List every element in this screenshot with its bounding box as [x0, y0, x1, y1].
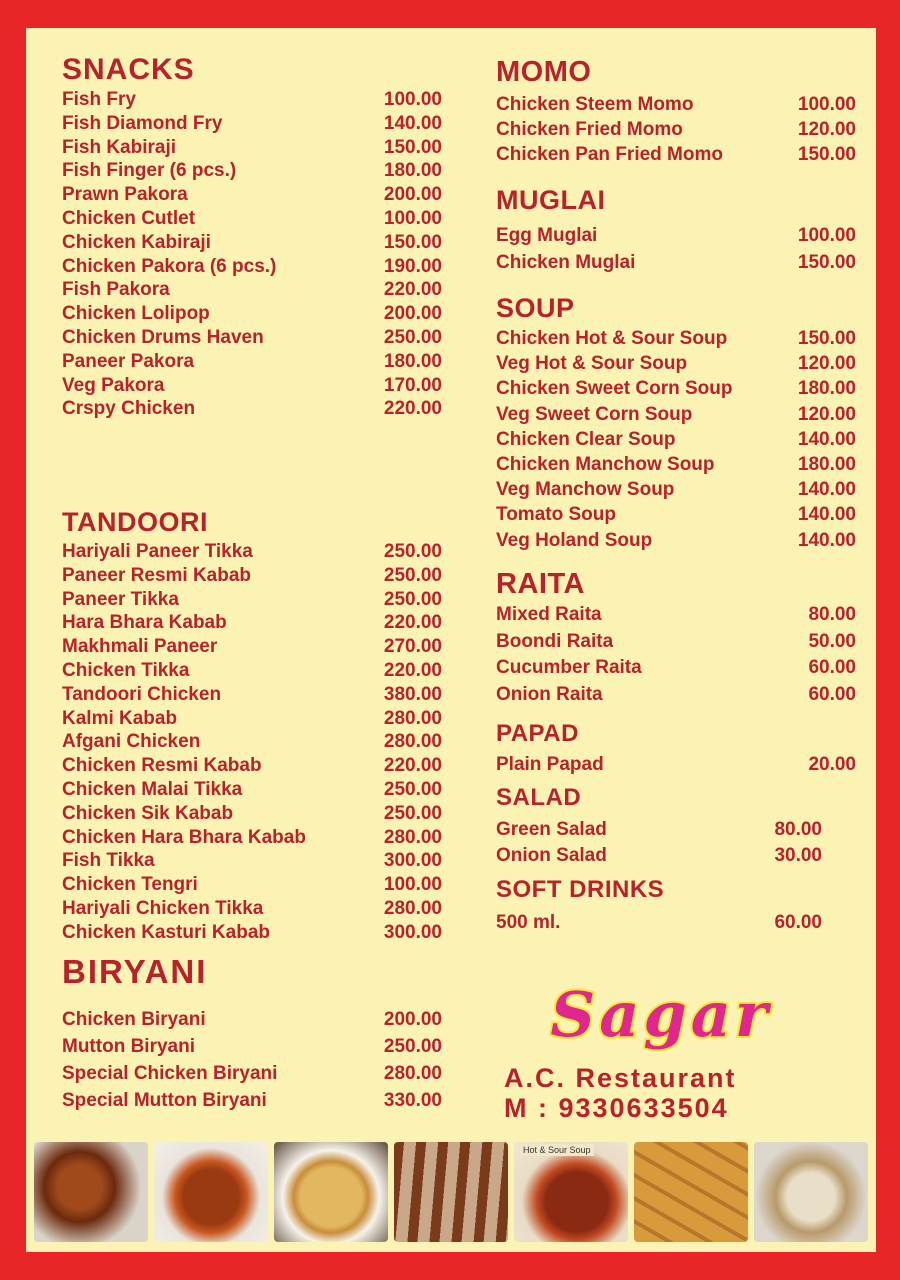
menu-item [62, 849, 442, 873]
restaurant-subtitle: A.C. Restaurant [504, 1063, 737, 1093]
menu-item-name: Veg Hot & Sour Soup [496, 353, 688, 375]
soft-drinks-heading: SOFT DRINKS [496, 876, 665, 903]
menu-item-price: 300.00 [383, 850, 442, 872]
menu-item-price: 30.00 [774, 845, 822, 866]
raita-section [496, 568, 856, 708]
menu-item-name: Kalmi Kabab [62, 707, 178, 729]
soft-drinks-list [496, 910, 822, 935]
menu-item-name: 500 ml. [496, 912, 561, 933]
menu-item-name: Chicken Fried Momo [496, 119, 683, 141]
menu-item-name: Fish Fry [62, 89, 136, 110]
menu-item-name: Chicken Biryani [62, 1009, 206, 1030]
menu-item-price: 120.00 [797, 403, 856, 425]
biryani-section [62, 953, 442, 1114]
menu-item-price: 250.00 [383, 564, 442, 586]
menu-item-name: Onion Raita [496, 683, 603, 705]
menu-item-name: Chicken Cutlet [62, 207, 196, 229]
menu-item-price: 300.00 [383, 921, 442, 943]
menu-item [62, 635, 442, 659]
menu-item-name: Chicken Muglai [496, 252, 636, 273]
menu-item [62, 564, 442, 588]
menu-item [496, 249, 856, 276]
menu-item-name: Special Chicken Biryani [62, 1063, 278, 1084]
snacks-heading: SNACKS [62, 53, 195, 86]
muglai-heading: MUGLAI [496, 185, 606, 215]
menu-item-price: 250.00 [383, 802, 442, 824]
menu-item [62, 802, 442, 826]
menu-item-name: Boondi Raita [496, 630, 614, 652]
menu-item-price: 100.00 [797, 94, 856, 115]
menu-item-price: 150.00 [797, 252, 856, 273]
menu-item-price: 150.00 [383, 231, 442, 253]
menu-item [62, 897, 442, 921]
biryani-photo [274, 1142, 388, 1242]
menu-item-price: 330.00 [383, 1090, 442, 1111]
menu-item-price: 250.00 [383, 1036, 442, 1057]
menu-item-name: Fish Finger (6 pcs.) [62, 160, 237, 182]
menu-item [62, 159, 442, 183]
menu-item-price: 60.00 [808, 657, 856, 678]
menu-item-name: Mixed Raita [496, 604, 602, 625]
menu-item-name: Chicken Kabiraji [62, 231, 211, 253]
menu-item-name: Hariyali Chicken Tikka [62, 897, 264, 919]
menu-item [62, 183, 442, 207]
menu-item-name: Onion Salad [496, 845, 607, 866]
menu-item [496, 117, 856, 142]
menu-item-name: Fish Pakora [62, 279, 170, 301]
menu-item [496, 752, 856, 777]
menu-item-name: Paneer Pakora [62, 350, 195, 372]
menu-item-name: Chicken Resmi Kabab [62, 755, 262, 777]
menu-item-price: 60.00 [774, 912, 822, 933]
menu-item-name: Special Mutton Biryani [62, 1090, 267, 1111]
menu-item-price: 170.00 [383, 374, 442, 396]
menu-item-price: 100.00 [383, 207, 442, 229]
raita-heading: RAITA [496, 568, 585, 600]
tandoori-heading: TANDOORI [62, 507, 208, 537]
menu-item-price: 220.00 [383, 398, 442, 420]
menu-item-name: Veg Holand Soup [496, 529, 653, 551]
menu-item-price: 280.00 [383, 897, 442, 919]
menu-item [62, 88, 442, 112]
menu-item [62, 540, 442, 564]
menu-item-name: Afgani Chicken [62, 731, 201, 753]
menu-panel [26, 28, 876, 1252]
menu-item [496, 502, 856, 527]
menu-item-price: 100.00 [383, 89, 442, 110]
biryani-list [62, 1006, 442, 1114]
menu-item-name: Chicken Sweet Corn Soup [496, 378, 733, 400]
menu-item-name: Tomato Soup [496, 504, 616, 526]
food-photo-strip [34, 1142, 868, 1242]
menu-item [62, 1006, 442, 1033]
menu-item-price: 220.00 [383, 612, 442, 634]
menu-item [62, 112, 442, 136]
muglai-paratha-photo [634, 1142, 748, 1242]
menu-item [62, 374, 442, 398]
menu-item-name: Chicken Hot & Sour Soup [496, 328, 728, 349]
menu-item-price: 280.00 [383, 731, 442, 753]
menu-item [62, 873, 442, 897]
menu-item [496, 910, 822, 935]
menu-item-price: 120.00 [797, 353, 856, 375]
logo-text: Sagar [550, 978, 772, 1051]
menu-item [62, 1033, 442, 1060]
menu-item [62, 730, 442, 754]
menu-item [496, 682, 856, 709]
menu-item-price: 180.00 [797, 454, 856, 476]
menu-item-price: 220.00 [383, 755, 442, 777]
menu-item [496, 142, 856, 167]
menu-item [62, 350, 442, 374]
muglai-section [496, 184, 856, 276]
menu-item-name: Makhmali Paneer [62, 636, 218, 658]
menu-item [62, 326, 442, 350]
menu-item-name: Fish Diamond Fry [62, 112, 223, 134]
menu-item [62, 255, 442, 279]
menu-item-price: 150.00 [797, 328, 856, 349]
menu-item-price: 280.00 [383, 1063, 442, 1084]
papad-section [496, 718, 856, 777]
soup-heading: SOUP [496, 293, 575, 323]
tandoori-section [62, 506, 442, 945]
menu-item-price: 380.00 [383, 683, 442, 705]
menu-item-price: 150.00 [797, 144, 856, 166]
menu-item-name: Crspy Chicken [62, 398, 196, 420]
menu-item [496, 452, 856, 477]
menu-item-name: Paneer Resmi Kabab [62, 564, 252, 586]
menu-item [62, 397, 442, 421]
menu-item [62, 778, 442, 802]
kabab-skewers-photo [394, 1142, 508, 1242]
menu-item-price: 100.00 [797, 225, 856, 246]
menu-item-name: Veg Sweet Corn Soup [496, 403, 693, 425]
menu-item [496, 602, 856, 629]
menu-item-price: 80.00 [808, 604, 856, 625]
menu-item-name: Egg Muglai [496, 225, 598, 246]
menu-item [62, 1087, 442, 1114]
menu-item-name: Chicken Tengri [62, 874, 198, 896]
menu-item-name: Fish Kabiraji [62, 136, 177, 158]
menu-item [62, 611, 442, 635]
hot-sour-soup-photo [514, 1142, 628, 1242]
salad-section [496, 782, 856, 869]
papad-heading: PAPAD [496, 720, 579, 747]
menu-item-price: 180.00 [383, 350, 442, 372]
menu-item [62, 278, 442, 302]
menu-item-name: Chicken Lolipop [62, 303, 210, 325]
menu-item-price: 250.00 [383, 541, 442, 562]
menu-item-name: Chicken Steem Momo [496, 94, 694, 115]
menu-item-price: 200.00 [383, 1009, 442, 1030]
menu-item-price: 140.00 [383, 112, 442, 134]
menu-item-price: 190.00 [383, 255, 442, 277]
menu-item [62, 231, 442, 255]
menu-item-name: Chicken Kasturi Kabab [62, 921, 270, 943]
menu-item-price: 220.00 [383, 279, 442, 301]
menu-item [496, 222, 856, 249]
menu-item-name: Mutton Biryani [62, 1036, 195, 1057]
sagar-logo [496, 978, 826, 1058]
menu-item-name: Chicken Clear Soup [496, 428, 676, 450]
momo-heading: MOMO [496, 56, 592, 88]
momo-section [496, 56, 856, 168]
menu-item-price: 200.00 [383, 303, 442, 325]
menu-item-name: Chicken Hara Bhara Kabab [62, 826, 306, 848]
menu-item [496, 326, 856, 351]
salad-list [496, 817, 822, 869]
menu-item [62, 207, 442, 231]
menu-item [62, 754, 442, 778]
muglai-list [496, 222, 856, 276]
snacks-list [62, 88, 442, 421]
menu-item-price: 120.00 [797, 119, 856, 141]
menu-item [496, 843, 822, 869]
soup-photo-label: Hot & Sour Soup [520, 1144, 594, 1156]
menu-item [496, 351, 856, 376]
menu-item-price: 150.00 [383, 136, 442, 158]
menu-item [496, 376, 856, 401]
menu-item [62, 1060, 442, 1087]
malai-tikka-photo [754, 1142, 868, 1242]
menu-item [62, 921, 442, 945]
papad-list [496, 752, 856, 777]
menu-item-name: Chicken Pan Fried Momo [496, 144, 723, 166]
biryani-heading: BIRYANI [62, 953, 208, 990]
menu-item [496, 427, 856, 452]
menu-item-name: Fish Tikka [62, 850, 155, 872]
menu-item-name: Plain Papad [496, 754, 604, 775]
menu-item-price: 140.00 [797, 428, 856, 450]
menu-item [496, 817, 822, 843]
menu-item [62, 683, 442, 707]
menu-item [496, 92, 856, 117]
soft-drinks-section [496, 874, 856, 935]
menu-item-price: 80.00 [774, 819, 822, 840]
menu-item-name: Veg Pakora [62, 374, 165, 396]
menu-item-price: 140.00 [797, 479, 856, 501]
tandoori-list [62, 540, 442, 945]
menu-item [62, 707, 442, 731]
menu-item-name: Veg Manchow Soup [496, 479, 675, 501]
salad-heading: SALAD [496, 784, 582, 811]
fried-chicken-photo [34, 1142, 148, 1242]
menu-item [496, 402, 856, 427]
menu-item-price: 20.00 [808, 754, 856, 775]
menu-item [62, 588, 442, 612]
menu-item-price: 200.00 [383, 184, 442, 206]
menu-item-name: Chicken Malai Tikka [62, 778, 243, 800]
menu-item-name: Cucumber Raita [496, 657, 642, 678]
menu-item [496, 477, 856, 502]
menu-item [62, 659, 442, 683]
menu-item [62, 302, 442, 326]
menu-item-name: Chicken Sik Kabab [62, 802, 234, 824]
menu-item-price: 140.00 [797, 529, 856, 551]
snacks-section [62, 54, 442, 421]
menu-item-price: 280.00 [383, 707, 442, 729]
menu-item-price: 250.00 [383, 588, 442, 610]
menu-item-name: Chicken Manchow Soup [496, 454, 715, 476]
menu-item-name: Chicken Drums Haven [62, 326, 264, 348]
raita-list [496, 602, 856, 708]
menu-item-price: 250.00 [383, 326, 442, 348]
menu-item [496, 655, 856, 682]
soup-list [496, 326, 856, 553]
phone-number: M : 9330633504 [504, 1093, 729, 1123]
menu-item [62, 136, 442, 160]
menu-item-price: 140.00 [797, 504, 856, 526]
menu-item-name: Tandoori Chicken [62, 683, 222, 705]
menu-item-price: 250.00 [383, 778, 442, 800]
menu-item-name: Hariyali Paneer Tikka [62, 541, 253, 562]
menu-item-name: Chicken Tikka [62, 659, 190, 681]
menu-item-name: Green Salad [496, 819, 607, 840]
soup-section [496, 292, 856, 553]
menu-item [496, 629, 856, 656]
menu-item [62, 826, 442, 850]
menu-item [496, 528, 856, 553]
menu-item-name: Paneer Tikka [62, 588, 179, 610]
sagar-logo-graphic [496, 978, 826, 1058]
menu-item-price: 50.00 [808, 630, 856, 652]
menu-item-price: 270.00 [383, 636, 442, 658]
menu-item-price: 280.00 [383, 826, 442, 848]
menu-item-price: 180.00 [383, 160, 442, 182]
momo-list [496, 92, 856, 168]
menu-item-name: Prawn Pakora [62, 184, 188, 206]
menu-item-price: 60.00 [808, 683, 856, 705]
menu-item-price: 180.00 [797, 378, 856, 400]
mutton-curry-photo [154, 1142, 268, 1242]
menu-item-name: Hara Bhara Kabab [62, 612, 227, 634]
contact-block [504, 1063, 844, 1123]
menu-item-price: 220.00 [383, 659, 442, 681]
menu-item-price: 100.00 [383, 874, 442, 896]
menu-item-name: Chicken Pakora (6 pcs.) [62, 255, 277, 277]
